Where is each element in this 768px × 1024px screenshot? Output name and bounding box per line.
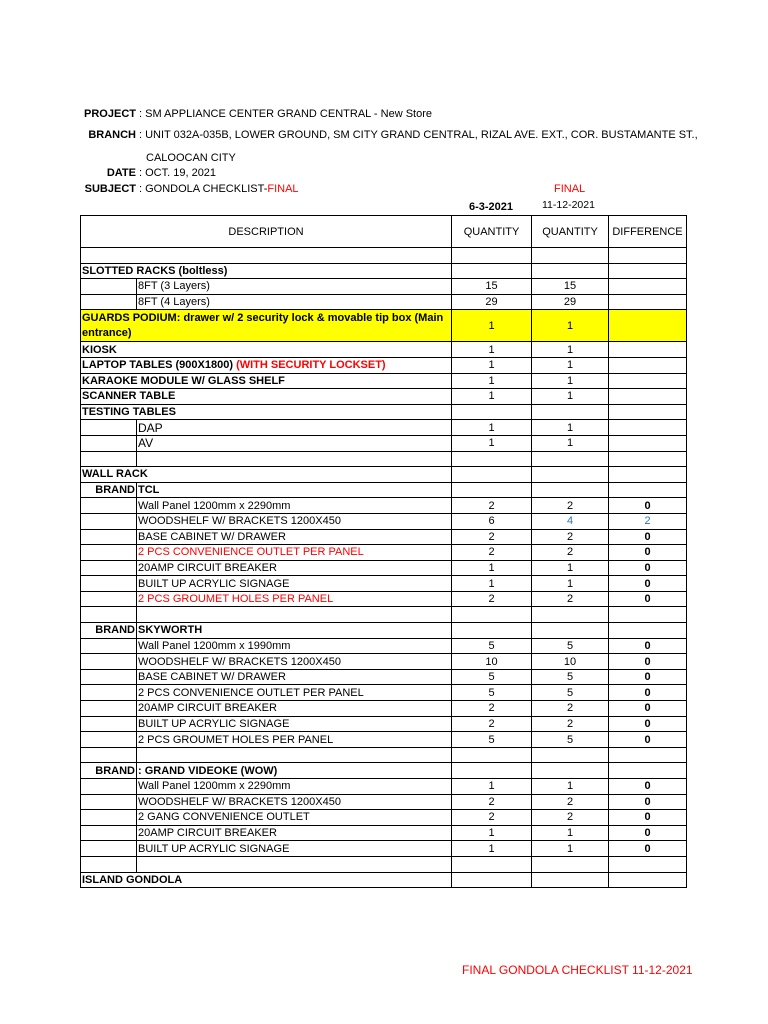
table-row: 2 GANG CONVENIENCE OUTLET 2 2 0	[81, 810, 687, 826]
table-row: Wall Panel 1200mm x 1990mm 5 5 0	[81, 638, 687, 654]
row-label: KARAOKE MODULE W/ GLASS SHELF	[81, 373, 452, 389]
table-row: 2 PCS GROUMET HOLES PER PANEL 2 2 0	[81, 591, 687, 607]
row-label: LAPTOP TABLES (900X1800) (WITH SECURITY LOCKSET)	[81, 357, 452, 373]
section-wall-rack: WALL RACK	[81, 467, 452, 483]
brand-name: TCL	[137, 482, 452, 498]
table-row	[81, 623, 687, 639]
table-row: SCANNER TABLE 1 1	[81, 389, 687, 405]
table-row: 20AMP CIRCUIT BREAKER 2 2 0	[81, 701, 687, 717]
branch-value: : UNIT 032A-035B, LOWER GROUND, SM CITY GRAND CENTRAL, RIZAL AVE. EXT., COR. BUSTAMANTE ST.,	[139, 129, 698, 141]
table-row	[81, 763, 687, 779]
branch-line	[0, 129, 768, 143]
table-row: BASE CABINET W/ DRAWER 5 5 0	[81, 669, 687, 685]
subject-label: SUBJECT	[84, 183, 136, 195]
col-quantity-2: QUANTITY	[532, 216, 609, 248]
brand-label: BRAND	[81, 623, 137, 639]
final-label: FINAL	[554, 183, 586, 195]
table-row	[81, 451, 687, 467]
table-row: WOODSHELF W/ BRACKETS 1200X450 10 10 0	[81, 654, 687, 670]
table-row	[81, 248, 687, 264]
brand-name: SKYWORTH	[137, 623, 452, 639]
section-island-gondola: ISLAND GONDOLA	[81, 872, 452, 888]
table-row: KARAOKE MODULE W/ GLASS SHELF 1 1	[81, 373, 687, 389]
table-row	[81, 467, 687, 483]
table-row: WOODSHELF W/ BRACKETS 1200X450 6 4 2	[81, 513, 687, 529]
table-row: AV 1 1	[81, 435, 687, 451]
table-row: Wall Panel 1200mm x 2290mm 2 2 0	[81, 498, 687, 514]
table-row: 2 PCS CONVENIENCE OUTLET PER PANEL 2 2 0	[81, 545, 687, 561]
table-row: BUILT UP ACRYLIC SIGNAGE 1 1 0	[81, 576, 687, 592]
date-value: : OCT. 19, 2021	[139, 167, 217, 179]
table-row	[81, 747, 687, 763]
col-quantity-1: QUANTITY	[452, 216, 532, 248]
row-label: GUARDS PODIUM: drawer w/ 2 security lock & movable tip box (Main entrance)	[81, 310, 452, 342]
table-row: 20AMP CIRCUIT BREAKER 1 1 0	[81, 825, 687, 841]
brand-label: BRAND	[81, 763, 137, 779]
brand-label: BRAND	[81, 482, 137, 498]
footer-note: FINAL GONDOLA CHECKLIST 11-12-2021	[462, 963, 693, 977]
table-row: 2 PCS GROUMET HOLES PER PANEL 5 5 0	[81, 732, 687, 748]
brand-name: : GRAND VIDEOKE (WOW)	[137, 763, 452, 779]
project-label: PROJECT	[84, 108, 136, 120]
project-value: : SM APPLIANCE CENTER GRAND CENTRAL - New Store	[139, 108, 432, 120]
table-row: 8FT (3 Layers) 15 15	[81, 279, 687, 295]
table-row: KIOSK 1 1	[81, 342, 687, 358]
table-row	[81, 482, 687, 498]
table-row-highlighted: GUARDS PODIUM: drawer w/ 2 security lock & movable tip box (Main entrance) 1 1	[81, 310, 687, 342]
table-row: 8FT (4 Layers) 29 29	[81, 294, 687, 310]
table-row: 2 PCS CONVENIENCE OUTLET PER PANEL 5 5 0	[81, 685, 687, 701]
row-label: 8FT (3 Layers)	[137, 279, 452, 295]
table-row: BASE CABINET W/ DRAWER 2 2 0	[81, 529, 687, 545]
branch-value-city: CALOOCAN CITY	[146, 152, 236, 164]
col-difference: DIFFERENCE	[609, 216, 687, 248]
table-header	[81, 216, 687, 248]
date-label: DATE	[106, 167, 136, 179]
date-line	[0, 167, 768, 181]
table-row: 20AMP CIRCUIT BREAKER 1 1 0	[81, 560, 687, 576]
table-row	[81, 607, 687, 623]
row-label-red: (WITH SECURITY LOCKSET)	[236, 359, 386, 372]
row-label: SCANNER TABLE	[81, 389, 452, 405]
table-row	[81, 263, 687, 279]
table-row: Wall Panel 1200mm x 2290mm 1 1 0	[81, 779, 687, 795]
row-label: AV	[137, 435, 452, 451]
checklist-table	[80, 215, 687, 888]
table-row	[81, 872, 687, 888]
table-row	[81, 856, 687, 872]
subject-value	[139, 183, 299, 195]
col-description: DESCRIPTION	[81, 216, 452, 248]
branch-label: BRANCH	[88, 129, 136, 141]
row-label: KIOSK	[81, 342, 452, 358]
section-slotted-racks: SLOTTED RACKS (boltless)	[81, 263, 452, 279]
table-row	[81, 404, 687, 420]
table-row: DAP 1 1	[81, 420, 687, 436]
row-label: DAP	[137, 420, 452, 436]
project-line	[0, 108, 768, 122]
table-row: BUILT UP ACRYLIC SIGNAGE 1 1 0	[81, 841, 687, 857]
date1-label: 6-3-2021	[469, 201, 514, 213]
section-testing-tables: TESTING TABLES	[81, 404, 452, 420]
table-row: BUILT UP ACRYLIC SIGNAGE 2 2 0	[81, 716, 687, 732]
subject-line	[0, 183, 768, 197]
subject-final: FINAL	[267, 183, 299, 195]
table-row: LAPTOP TABLES (900X1800) (WITH SECURITY LOCKSET) 1 1	[81, 357, 687, 373]
table-row: WOODSHELF W/ BRACKETS 1200X450 2 2 0	[81, 794, 687, 810]
date2-label: 11-12-2021	[542, 199, 595, 211]
subject-text: : GONDOLA CHECKLIST-	[139, 183, 268, 195]
row-label: 8FT (4 Layers)	[137, 294, 452, 310]
